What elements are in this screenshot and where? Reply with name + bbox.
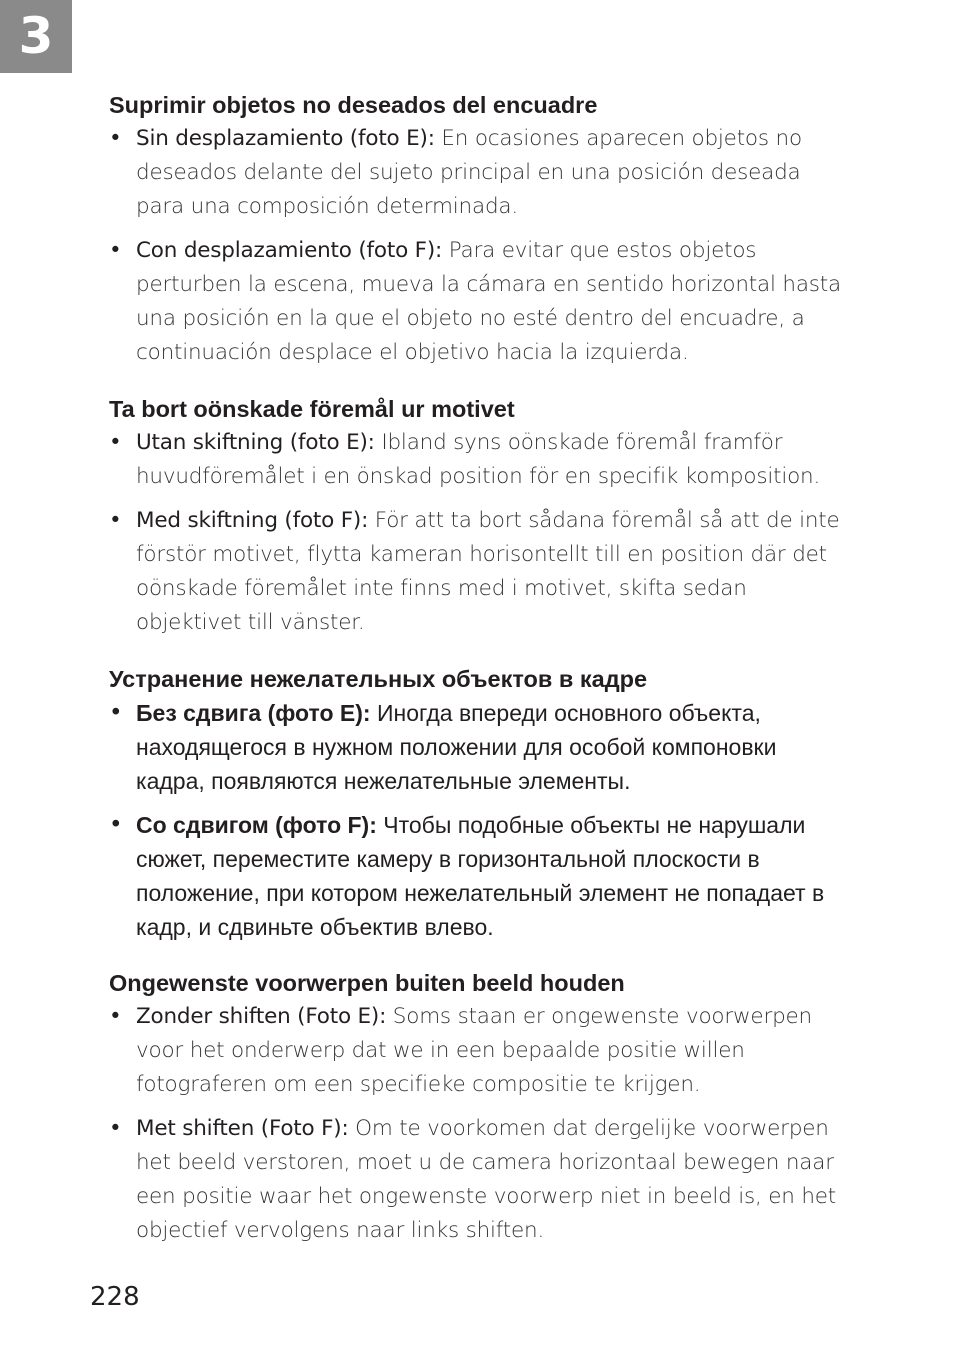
section-heading: Устранение нежелательных объектов в кадре (109, 666, 648, 692)
item-text: Ibland syns oönskade föremål framför huvudföremålet i en önskad position för en specifik komposition. (136, 430, 821, 489)
list-item (109, 504, 849, 640)
item-lead: Zonder shiften (Foto E): (136, 1004, 387, 1029)
section-spanish (109, 88, 849, 370)
list-item (109, 122, 849, 224)
page-content (109, 88, 849, 1270)
bullet-list (109, 426, 849, 640)
list-item (109, 1112, 849, 1248)
item-text: Иногда впереди основного объекта, находящегося в нужном положении для особой компоновки кадра, появляются нежелательные элементы. (136, 700, 777, 794)
item-lead: Con desplazamiento (foto F): (136, 238, 443, 263)
item-lead: Без сдвига (фото E): (136, 700, 371, 726)
bullet-list (109, 122, 849, 370)
section-russian (109, 662, 849, 944)
item-text: För att ta bort sådana föremål så att de inte förstör motivet, flytta kameran horisontellt till en position där det oönskade föremålet inte finns med i motivet, skifta sedan objektivet till vänster. (136, 508, 840, 635)
item-lead: Met shiften (Foto F): (136, 1116, 349, 1141)
list-item (109, 808, 849, 944)
item-text: Para evitar que estos objetos perturben la escena, mueva la cámara en sentido horizontal hasta una posición en la que el objeto no esté dentro del encuadre, a continuación desplace el objetivo hacia la izquierda. (136, 238, 842, 365)
item-lead: Sin desplazamiento (foto E): (136, 126, 435, 151)
section-heading: Ongewenste voorwerpen buiten beeld houden (109, 970, 625, 996)
bullet-list (109, 696, 849, 944)
item-lead: Med skiftning (foto F): (136, 508, 369, 533)
item-text: En ocasiones aparecen objetos no deseados delante del sujeto principal en una posición deseada para una composición determinada. (136, 126, 802, 219)
section-heading: Suprimir objetos no deseados del encuadre (109, 92, 598, 118)
section-dutch (109, 966, 849, 1248)
list-item (109, 696, 849, 798)
item-lead: Со сдвигом (фото F): (136, 812, 377, 838)
item-lead: Utan skiftning (foto E): (136, 430, 375, 455)
list-item (109, 234, 849, 370)
bullet-list (109, 1000, 849, 1248)
chapter-tab: 3 (0, 0, 72, 73)
section-swedish (109, 392, 849, 640)
item-text: Чтобы подобные объекты не нарушали сюжет, переместите камеру в горизонтальной плоскости в положение, при котором нежелательный элемент не попадает в кадр, и сдвиньте объектив влево. (136, 812, 825, 940)
list-item (109, 426, 849, 494)
section-heading: Ta bort oönskade föremål ur motivet (109, 396, 515, 422)
item-text: Soms staan er ongewenste voorwerpen voor het onderwerp dat we in een bepaalde positie willen fotograferen om een specifieke compositie te krijgen. (136, 1004, 812, 1097)
page-number: 228 (90, 1282, 140, 1312)
list-item (109, 1000, 849, 1102)
item-text: Om te voorkomen dat dergelijke voorwerpen het beeld verstoren, moet u de camera horizontaal bewegen naar een positie waar het ongewenste voorwerp niet in beeld is, en het objectief vervolgens naar links shiften. (136, 1116, 837, 1243)
